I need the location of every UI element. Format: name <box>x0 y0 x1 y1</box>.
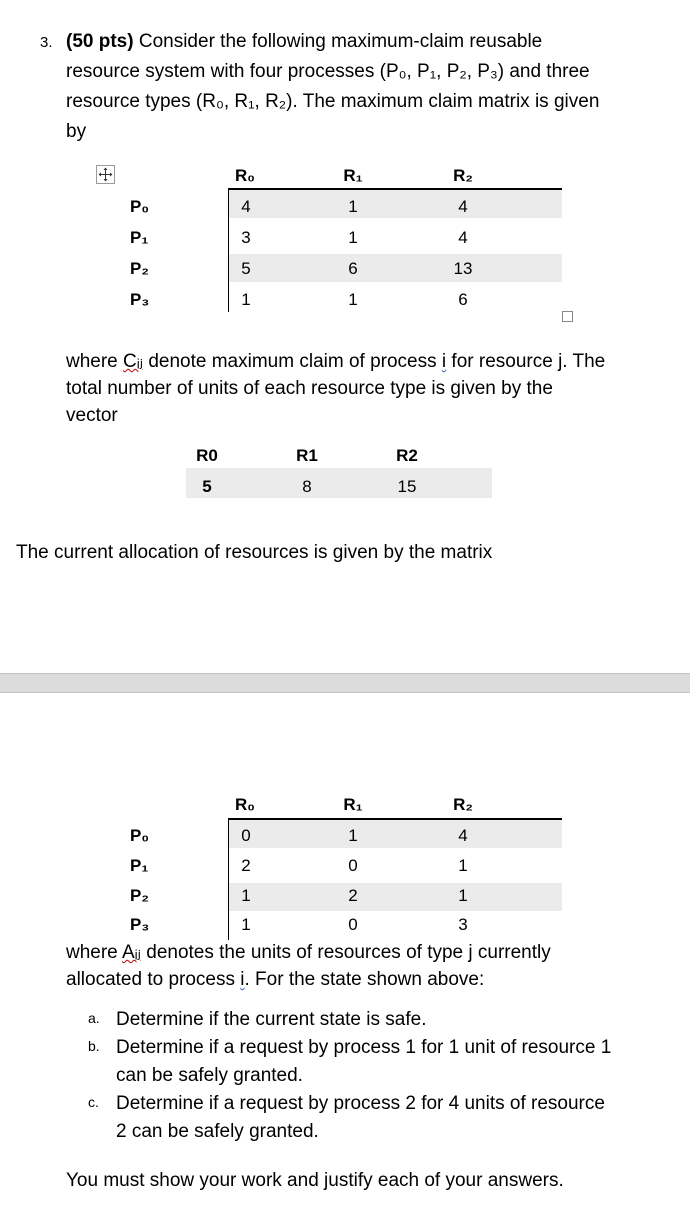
total-value: 15 <box>397 477 417 496</box>
table-resize-handle-icon[interactable] <box>562 311 573 322</box>
alloc-row-label-p3: P₃ <box>130 915 150 934</box>
question-number: 3. <box>40 34 53 51</box>
alloc-cell: 0 <box>241 826 251 845</box>
page-break <box>0 673 690 693</box>
total-col-r2: R2 <box>396 446 418 465</box>
total-col-r1: R1 <box>296 446 318 465</box>
part-letter: a. <box>88 1010 100 1026</box>
allocation-intro: The current allocation of resources is given by the matrix <box>16 542 493 563</box>
part-a: a. Determine if the current state is safe. <box>88 1009 427 1030</box>
max-row-label-p3: P₃ <box>130 290 150 309</box>
max-cell: 1 <box>241 290 251 309</box>
alloc-cell: 1 <box>458 886 468 905</box>
max-row-label-p1: P₁ <box>130 228 149 247</box>
max-cell: 13 <box>453 259 473 278</box>
part-letter: c. <box>88 1094 99 1110</box>
part-c: c. Determine if a request by process 2 for 4 units of resource 2 can be safely granted. <box>88 1093 605 1142</box>
alloc-row-label-p0: P₀ <box>130 826 150 845</box>
total-col-r0: R0 <box>196 446 218 465</box>
allocation-symbol: Aᵢⱼ <box>121 942 141 963</box>
alloc-cell: 1 <box>348 826 358 845</box>
claim-description: where Cᵢⱼ denote maximum claim of process i for resource j. The total number of units of each resource type is given by the vector <box>66 351 606 426</box>
alloc-row-label-p1: P₁ <box>130 856 149 875</box>
max-cell: 4 <box>458 228 468 247</box>
max-cell: 4 <box>458 197 468 216</box>
alloc-cell: 3 <box>458 915 468 934</box>
max-row-label-p2: P₂ <box>130 259 149 278</box>
intro-line-1: Consider the following maximum-claim reusable <box>133 31 543 52</box>
alloc-cell: 0 <box>348 915 358 934</box>
alloc-cell: 4 <box>458 826 468 845</box>
max-cell: 6 <box>458 290 468 309</box>
allocation-description: where Aᵢⱼ denotes the units of resources of type j currently allocated to process i. For the state shown above: <box>66 942 551 990</box>
alloc-col-r0: R₀ <box>235 795 255 814</box>
part-letter: b. <box>88 1038 100 1054</box>
claim-symbol: Cᵢⱼ <box>123 351 144 372</box>
total-value: 5 <box>202 477 212 496</box>
alloc-col-r1: R₁ <box>343 795 363 814</box>
max-col-r2: R₂ <box>453 166 473 185</box>
alloc-cell: 0 <box>348 856 358 875</box>
max-cell: 6 <box>348 259 358 278</box>
footer-instruction: You must show your work and justify each of your answers. <box>66 1170 564 1191</box>
alloc-cell: 1 <box>241 915 251 934</box>
intro-line-4: by <box>66 121 87 142</box>
alloc-cell: 2 <box>241 856 251 875</box>
alloc-cell: 1 <box>458 856 468 875</box>
max-cell: 4 <box>241 197 251 216</box>
max-cell: 1 <box>348 197 358 216</box>
table-move-handle-icon[interactable] <box>96 165 115 184</box>
max-col-r0: R₀ <box>235 166 255 185</box>
question-intro <box>66 27 666 147</box>
max-cell: 1 <box>348 290 358 309</box>
intro-line-2: resource system with four processes (P₀, P₁, P₂, P₃) and three <box>66 61 590 82</box>
max-row-label-p0: P₀ <box>130 197 150 216</box>
intro-line-3: resource types (R₀, R₁, R₂). The maximum claim matrix is given <box>66 91 600 112</box>
max-cell: 5 <box>241 259 251 278</box>
max-cell: 3 <box>241 228 251 247</box>
total-value: 8 <box>302 477 312 496</box>
alloc-cell: 2 <box>348 886 358 905</box>
alloc-cell: 1 <box>241 886 251 905</box>
alloc-row-label-p2: P₂ <box>130 886 149 905</box>
question-points: (50 pts) <box>66 31 134 52</box>
part-b: b. Determine if a request by process 1 for 1 unit of resource 1 can be safely granted. <box>88 1037 612 1086</box>
alloc-col-r2: R₂ <box>453 795 473 814</box>
max-col-r1: R₁ <box>343 166 363 185</box>
max-cell: 1 <box>348 228 358 247</box>
